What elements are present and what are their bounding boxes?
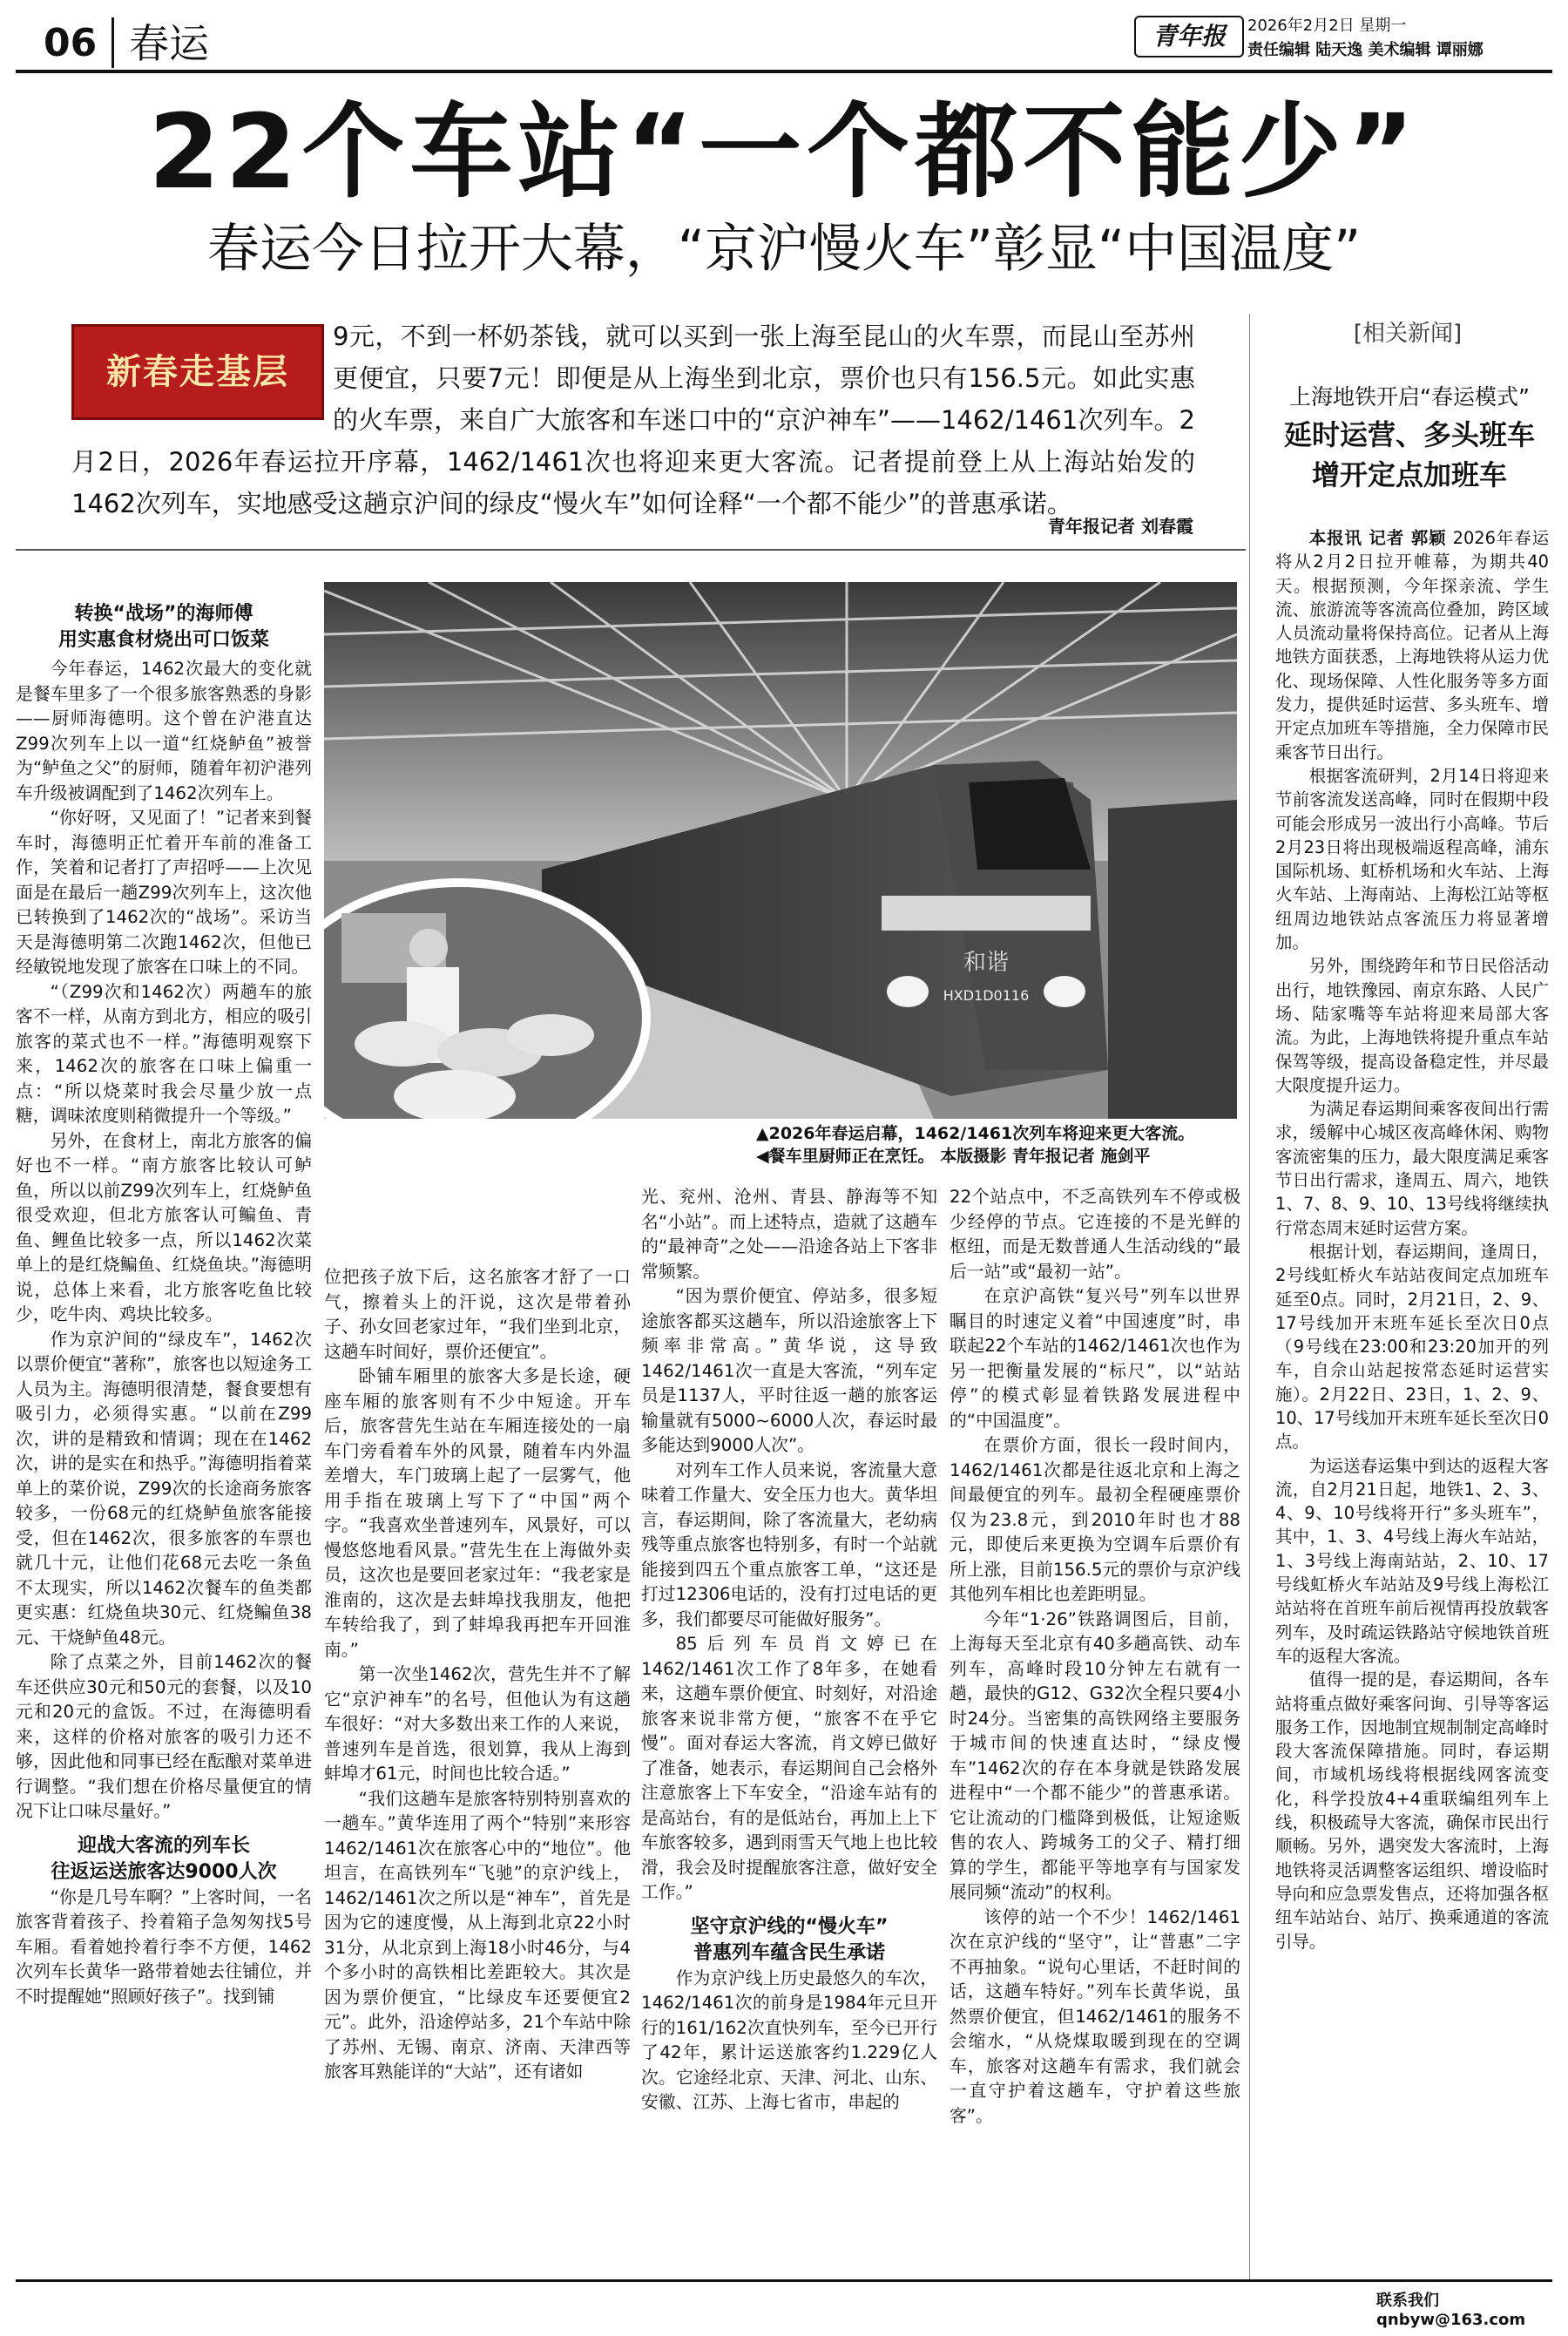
related-news-title: 延时运营、多头班车增开定点加班车 xyxy=(1283,418,1535,491)
sidebar-divider xyxy=(1249,314,1250,2279)
dateline: 2026年2月2日 星期一 xyxy=(1247,17,1407,35)
lead-byline: 青年报记者 刘春霞 xyxy=(1048,516,1193,537)
related-paragraph: 为运送春运集中到达的返程大客流，自2月21日起，地铁1、2、3、4、9、10号线将开行“多头班车”，其中，1、3、4号线上海火车站站，1、3号线上海南站站，2、10、17号线虹桥火车站站及9号线上海松江站站将在首班车前后视情再投放载客列车，及时疏运铁路站守候地铁首班车的返程大客流。 xyxy=(1275,1455,1549,1666)
related-news-label: [相关新闻] xyxy=(1353,321,1463,347)
section-heading: 转换“战场”的海师傅 xyxy=(74,603,253,625)
article-paragraph: 光、兖州、沧州、青县、静海等不知名“小站”。而上述特点，造就了这趟车的“最神奇”之处——沿途各站上下客非常频繁。 xyxy=(641,1187,937,1282)
article-paragraph: 位把孩子放下后，这名旅客才舒了一口气，擦着头上的汗说，这次是带着孙子、孙女回老家过年，“我们坐到北京，这趟车时间好，票价还便宜”。 xyxy=(324,1267,631,1362)
footer-rule xyxy=(16,2279,1552,2282)
footer-contact: 联系我们 qnbyw@163.com xyxy=(1376,2292,1526,2329)
section-heading: 往返运送旅客达9000人次 xyxy=(51,1860,277,1883)
lead-text: 9元，不到一杯奶茶钱，就可以买到一张上海至昆山的火车票，而昆山至苏州更便宜，只要7元！即便是从上海坐到北京，票价也只有156.5元。如此实惠的火车票，来自广大旅客和车迷口中的“京沪神车”——1462/1461次列车。2月2日，2026年春运拉开序幕，1462/1461次也将迎来更大客流。记者提前登上从上海站始发的1462次列车，实地感受这趟京沪间的绿皮“慢火车”如何诠释“一个都不能少”的普惠承诺。 xyxy=(71,322,1195,518)
article-paragraph: “你好呀，又见面了！”记者来到餐车时，海德明正忙着开车前的准备工作，笑着和记者打了声招呼——上次见面是在最后一趟Z99次列车上，这次他已转换到了1462次的“战场”。采访当天是海德明第二次跑1462次，但他已经敏锐地发现了旅客在口味上的不同。 xyxy=(16,808,312,977)
article-paragraph: “我们这趟车是旅客特别特别喜欢的一趟车。”黄华连用了两个“特别”来形容1462/1461次在旅客心中的“地位”。他坦言，在高铁列车“飞驰”的京沪线上，1462/1461次之所以是“神车”，首先是因为它的速度慢，从上海到北京22小时31分，从北京到上海18小时46分，与4个多小时的高铁相比差距较大。其次是因为票价便宜，“比绿皮车还要便宜2元”。此外，沿途停站多，21个车站中除了苏州、无锡、南京、济南、天津西等旅客耳熟能详的“大站”，还有诸如 xyxy=(324,1788,631,2082)
section-heading: 普惠列车蕴含民生承诺 xyxy=(693,1941,885,1964)
article-paragraph: “因为票价便宜、停站多，很多短途旅客都买这趟车，所以沿途旅客上下频率非常高。”黄华说，这导致1462/1461次一直是大客流，“列车定员是1137人，平时往返一趟的旅客运输量就有5000~6000人次，春运时最多能达到9000人次”。 xyxy=(641,1286,937,1455)
editors-line: 责任编辑 陆天逸 美术编辑 谭丽娜 xyxy=(1247,41,1484,59)
article-paragraph: 卧铺车厢里的旅客大多是长途，硬座车厢的旅客则有不少中短途。开车后，旅客营先生站在车厢连接处的一扇车门旁看着车外的风景，随着车内外温差增大，车门玻璃上起了一层雾气，他用手指在玻璃上写下了“中国”两个字。“我喜欢坐普速列车，风景好，可以慢悠悠地看风景。”营先生在上海做外卖员，这次也是要回老家过年：“我老家是淮南的，这次是去蚌埠找我朋友，他把车转给我了，到了蚌埠我再把车开回淮南。” xyxy=(324,1366,631,1660)
main-headline: 22个车站“一个都不能少” xyxy=(148,91,1420,212)
article-paragraph: 另外，在食材上，南北方旅客的偏好也不一样。“南方旅客比较认可鲈鱼，所以以前Z99次列车上，红烧鲈鱼很受欢迎，但北方旅客认可鳊鱼、青鱼、鲤鱼比较多一点，所以1462次菜单上的是红烧鳊鱼、红烧鱼块。”海德明说，总体上来看，北方旅客吃鱼比较少，吃牛肉、鸡块比较多。 xyxy=(16,1130,312,1324)
photo-caption xyxy=(756,1122,1244,1168)
train-photo xyxy=(324,582,1237,1119)
article-paragraph: 第一次坐1462次，营先生并不了解它“京沪神车”的名号，但他认为有这趟车很好：“对大多数出来工作的人来说，普速列车是首选，很划算，我从上海到蚌埠才61元，时间也比较合适。” xyxy=(324,1664,631,1784)
photo-caption-line: ▲2026年春运启幕，1462/1461次列车将迎来更大客流。 xyxy=(756,1124,1195,1143)
related-news-kicker: 上海地铁开启“春运模式” xyxy=(1289,384,1530,410)
page-number: 06 xyxy=(44,21,98,65)
article-paragraph: “你是几号车啊？”上客时间，一名旅客背着孩子、拎着箱子急匆匆找5号车厢。看着她拎着行李不方便，1462次列车长黄华一路带着她去往铺位，并不时提醒她“照顾好孩子”。找到铺 xyxy=(16,1886,312,2007)
column-badge: 新春走基层 xyxy=(71,324,324,420)
related-paragraph: 本报讯 记者 郭颖 2026年春运将从2月2日拉开帷幕，为期共40天。根据预测，今年探亲流、学生流、旅游流等客流高位叠加，跨区域人员流动量将保持高位。记者从上海地铁方面获悉，上海地铁将从运力优化、现场保障、人性化服务等多方面发力，提供延时运营、多头班车、增开定点加班车等措施，全力保障市民乘客节日出行。 xyxy=(1275,528,1549,762)
article-paragraph: 22个站点中，不乏高铁列车不停或极少经停的节点。它连接的不是光鲜的枢纽，而是无数普通人生活动线的“最后一站”或“最初一站”。 xyxy=(950,1187,1240,1282)
related-paragraph: 根据计划，春运期间，逢周日，2号线虹桥火车站站夜间定点加班车延至0点。同时，2月21日，2、9、17号线加开末班车延长至次日0点（9号线在23:00和23:20加开的列车，自佘山站起按常态延时运营实施）。2月22日、23日，1、2、9、10、17号线加开末班车延长至次日0点。 xyxy=(1275,1241,1549,1452)
article-column xyxy=(16,601,312,2009)
article-column xyxy=(324,1265,631,2085)
locomotive-number: HXD1D0116 xyxy=(943,987,1030,1004)
article-paragraph: 对列车工作人员来说，客流量大意味着工作量大、安全压力也大。黄华坦言，春运期间，除了客流量大，老幼病残等重点旅客也特别多，有时一个站就能接到四五个重点旅客工单，“这还是打过12306电话的，没有打过电话的更多，我们都要尽可能做好服务”。 xyxy=(641,1459,937,1629)
related-byline: 本报讯 记者 郭颖 xyxy=(1308,528,1447,548)
photo-caption-line: ◀餐车里厨师正在烹饪。 本版摄影 青年报记者 施剑平 xyxy=(756,1147,1151,1166)
section-heading: 用实惠食材烧出可口饭菜 xyxy=(57,629,269,651)
article-paragraph: 作为京沪线上历史最悠久的车次，1462/1461次的前身是1984年元旦开行的161/162次直快列车，至今已开行了42年，累计运送旅客约1.229亿人次。它途经北京、天津、河北、山东、安徽、江苏、上海七省市，串起的 xyxy=(641,1967,937,2112)
article-paragraph: 85后列车员肖文婷已在1462/1461次工作了8年多，在她看来，这趟车票价便宜、时刻好，对沿途旅客来说非常方便，“旅客不在乎它慢”。面对春运大客流，肖文婷已做好了准备，她表示，春运期间自己会格外注意旅客上下车安全，“沿途车站有的是高站台，有的是低站台，再加上上下车旅客较多，遇到雨雪天气地上也比较滑，我会及时提醒旅客注意，做好安全工作。” xyxy=(641,1634,937,1902)
related-paragraph: 为满足春运期间乘客夜间出行需求，缓解中心城区夜高峰休闲、购物客流密集的压力，最大限度满足乘客节日出行需求，逢周五、周六，地铁1、7、8、9、10、13号线将继续执行常态周末延时运营方案。 xyxy=(1275,1099,1549,1238)
article-paragraph: 在票价方面，很长一段时间内，1462/1461次都是往返北京和上海之间最便宜的列车。最初全程硬座票价仅为23.8元，到2010年时也才88元，即使后来更换为空调车后票价有所上涨，目前156.5元的票价与京沪线其他列车相比也差距明显。 xyxy=(950,1435,1240,1604)
section-name: 春运 xyxy=(129,20,209,67)
section-heading: 坚守京沪线的“慢火车” xyxy=(690,1915,889,1938)
article-paragraph: 作为京沪间的“绿皮车”，1462次以票价便宜“著称”，旅客也以短途务工人员为主。海德明很清楚，餐食要想有吸引力，必须得实惠。“以前在Z99次，讲的是精致和情调；现在在1462次，讲的是实在和热乎。”海德明指着菜单上的菜价说，Z99次的长途商务旅客较多，一份68元的红烧鲈鱼旅客能接受，但在1462次，很多旅客的车票也就几十元，让他们花68元去吃一条鱼不太现实，所以1462次餐车的鱼类都更实惠：红烧鱼块30元、红烧鳊鱼38元、干烧鲈鱼48元。 xyxy=(16,1329,312,1648)
related-paragraph: 另外，围绕跨年和节日民俗活动出行，地铁豫园、南京东路、人民广场、陆家嘴等车站将迎来局部大客流。为此，上海地铁将提升重点车站保驾等级，提高设备稳定性，并尽最大限度提升运力。 xyxy=(1275,956,1549,1095)
sub-headline: 春运今日拉开大幕，“京沪慢火车”彰显“中国温度” xyxy=(206,219,1362,280)
article-paragraph: 今年“1·26”铁路调图后，目前，上海每天至北京有40多趟高铁、动车列车，高峰时段10分钟左右就有一趟，最快的G12、G32次全程只要4小时24分。当密集的高铁网络主要服务于城市间的快速直达时，“绿皮慢车”1462次的存在本身就是铁路发展进程中“一个都不能少”的普惠承诺。它让流动的门槛降到极低，让短途贩售的农人、跨城务工的父子、精打细算的学生，都能平等地享有与国家发展同频“流动”的权利。 xyxy=(950,1608,1240,1902)
article-paragraph: 今年春运，1462次最大的变化就是餐车里多了一个很多旅客熟悉的身影——厨师海德明。这个曾在沪港直达Z99次列车上以一道“红烧鲈鱼”被誉为“鲈鱼之父”的厨师，随着年初沪港列车升级被调配到了1462次列车上。 xyxy=(16,659,312,803)
newspaper-logo: 青年报 xyxy=(1134,16,1244,58)
masthead-rule xyxy=(16,70,1552,73)
article-column xyxy=(641,1185,937,2116)
section-heading: 迎战大客流的列车长 xyxy=(77,1834,250,1857)
article-paragraph: 该停的站一个不少！1462/1461次在京沪线的“坚守”，让“普惠”二字不再抽象。“说句心里话，不赶时间的话，这趟车特好。”列车长黄华说，虽然票价便宜，但1462/1461的服务不会缩水，“从烧煤取暖到现在的空调车，旅客对这趟车有需求，我们就会一直守护着这趟车，守护着这些旅客”。 xyxy=(950,1906,1240,2126)
article-paragraph: 除了点菜之外，目前1462次的餐车还供应30元和50元的套餐，以及10元和20元的盒饭。不过，在海德明看来，这样的价格对旅客的吸引力还不够，因此他和同事已经在酝酿对菜单进行调整。“我们想在价格尽量便宜的情况下让口味尽量好。” xyxy=(16,1652,312,1821)
lead-rule xyxy=(16,549,1246,551)
article-column xyxy=(950,1185,1240,2129)
masthead-divider xyxy=(112,17,114,68)
related-paragraph: 值得一提的是，春运期间，各车站将重点做好乘客问询、引导等客运服务工作，因地制宜规制制定高峰时段大客流保障措施。同时，春运期间，市域机场线将根据线网客流变化，科学投放4+4重联编组列车上线，积极疏导大客流，确保市民出行顺畅。另外，遇突发大客流时，上海地铁将灵活调整客运组织、增设临时导向和应急票发售点，还将加强各枢纽车站站台、站厅、换乘通道的客流引导。 xyxy=(1275,1669,1549,1952)
article-paragraph: 在京沪高铁“复兴号”列车以世界瞩目的时速定义着“中国速度”时，串联起22个车站的1462/1461次也作为另一把衡量发展的“标尺”，以“站站停”的模式彰显着铁路发展进程中的“中国温度”。 xyxy=(950,1286,1240,1431)
related-news-body xyxy=(1275,526,1549,1953)
locomotive-name: 和谐 xyxy=(963,950,1010,976)
article-paragraph: “（Z99次和1462次）两趟车的旅客不一样，从南方到北方，相应的吸引旅客的菜式也不一样。”海德明观察下来，1462次的旅客在口味上偏重一点：“所以烧菜时我会尽量少放一点糖，调味浓度则稍微提升一个等级。” xyxy=(16,981,312,1126)
related-paragraph: 根据客流研判，2月14日将迎来节前客流发送高峰，同时在假期中段可能会形成另一波出行小高峰。节后2月23日将出现极端返程高峰，浦东国际机场、虹桥机场和火车站、上海火车站、上海南站、上海松江站等枢纽周边地铁站点客流压力将显著增加。 xyxy=(1275,765,1549,953)
